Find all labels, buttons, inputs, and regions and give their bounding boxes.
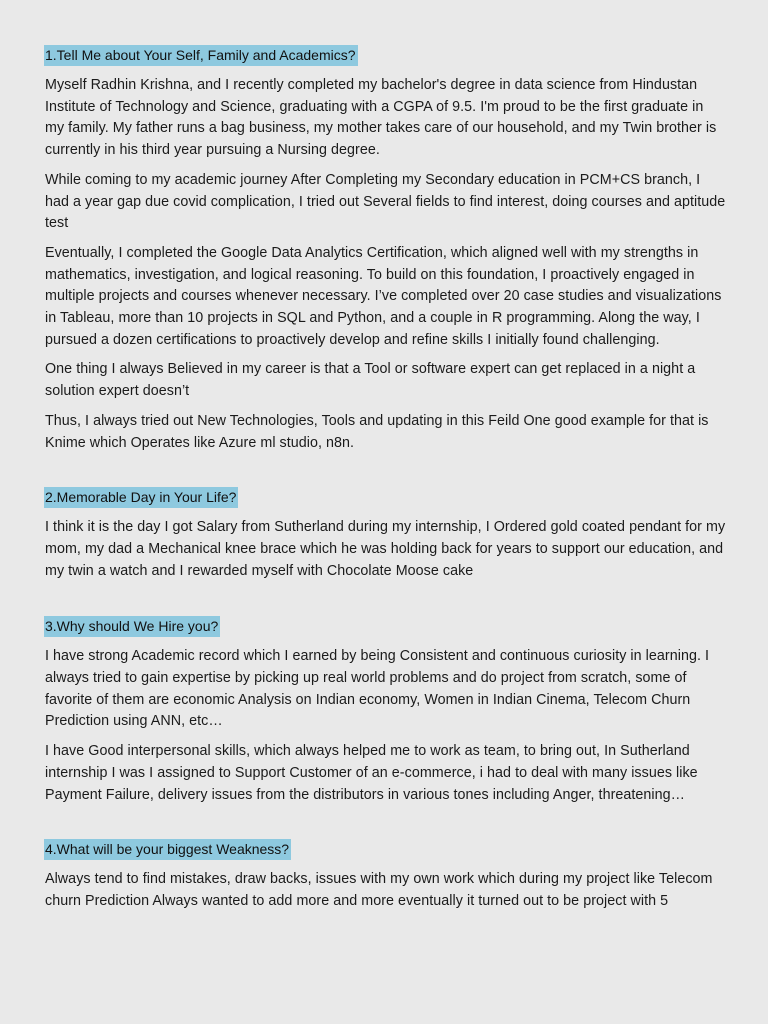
section-biggest-weakness [45,839,726,912]
answer-paragraph: One thing I always Believed in my career is that a Tool or software expert can get replaced in a night a solution expert doesn’t [45,361,696,400]
section-about-yourself [45,45,726,454]
answer-paragraph: Thus, I always tried out New Technologies, Tools and updating in this Feild One good example for that is Knime which Operates like Azure ml studio, n8n. [45,412,709,451]
answer-paragraph: Eventually, I completed the Google Data Analytics Certification, which aligned well with my strengths in mathematics, investigation, and logical reasoning. To build on this foundation, I proactively engaged in multiple projects and courses whenever necessary. I’ve completed over 20 case studies and visualizations in Tableau, more than 10 projects in SQL and Python, and a couple in R programming. Along the way, I pursued a dozen certifications to proactively develop and refine skills I initially found challenging. [45,244,722,348]
answer-paragraph: While coming to my academic journey After Completing my Secondary education in PCM+CS branch, I had a year gap due covid complication, I tried out Several fields to find interest, doing courses and aptitude test [45,171,726,232]
question-heading: 2.Memorable Day in Your Life? [44,487,238,508]
question-heading: 1.Tell Me about Your Self, Family and Academics? [44,45,358,66]
answer-paragraph: Always tend to find mistakes, draw backs, issues with my own work which during my project like Telecom churn Prediction Always wanted to add more and more eventually it turned out to be project with 5 [45,871,713,909]
question-heading: 3.Why should We Hire you? [44,616,220,637]
answer-paragraph: I have strong Academic record which I earned by being Consistent and continuous curiosity in learning. I always tried to gain expertise by picking up real world problems and do project from scratch, some of favorite of them are economic Analysis on Indian economy, Women in Indian Cinema, Telecom Churn Prediction using ANN, etc… [45,648,710,730]
answer-paragraph: I have Good interpersonal skills, which always helped me to work as team, to bring out, In Sutherland internship I was I assigned to Support Customer of an e-commerce, i had to deal with many issues like Payment Failure, delivery issues from the distributors in various tones including Anger, threatening… [45,743,698,803]
section-why-hire [45,616,726,806]
question-heading: 4.What will be your biggest Weakness? [44,839,291,860]
answer-paragraph: Myself Radhin Krishna, and I recently completed my bachelor's degree in data science from Hindustan Institute of Technology and Science, graduating with a CGPA of 9.5. I'm proud to be the first graduate in my family. My father runs a bag business, my mother takes care of our household, and my Twin brother is currently in his third year pursuing a Nursing degree. [45,77,717,159]
answer-paragraph: I think it is the day I got Salary from Sutherland during my internship, I Ordered gold coated pendant for my mom, my dad a Mechanical knee brace which he was holding back for years to support our education, and my twin a watch and I rewarded myself with Chocolate Moose cake [45,519,726,579]
section-memorable-day [45,487,726,582]
